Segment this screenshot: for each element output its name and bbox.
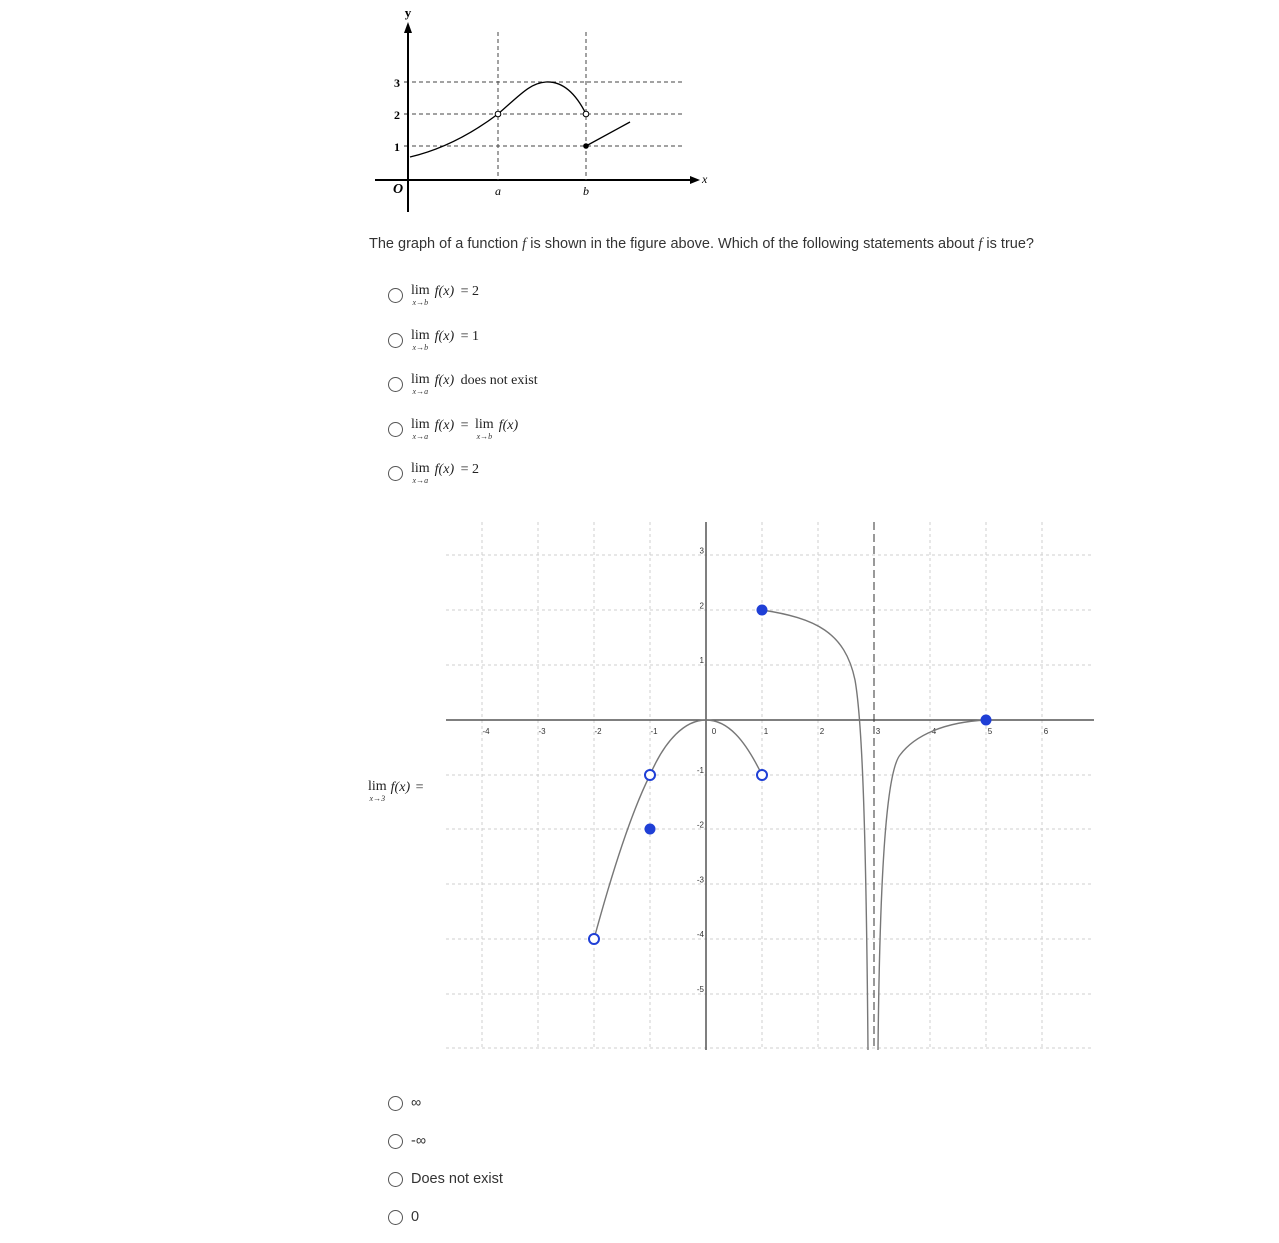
curve-segment-3 xyxy=(762,610,868,1050)
y-tick-label: -2 xyxy=(696,820,704,830)
closed-point xyxy=(981,715,992,726)
q2-option-dne[interactable] xyxy=(388,1167,503,1191)
y-tick-2: 2 xyxy=(394,108,400,122)
curve-right-segment xyxy=(586,122,630,146)
q2-option-label: -∞ xyxy=(411,1133,427,1149)
y-tick-label: -3 xyxy=(696,875,704,885)
x-tick-label: 0 xyxy=(711,727,717,736)
q1-option-2[interactable] xyxy=(388,328,479,352)
radio-button[interactable] xyxy=(388,1172,403,1187)
q1-option-5-label: lim x→a f(x) = 2 xyxy=(411,460,480,485)
x-tick-label: -2 xyxy=(594,727,602,736)
y-axis-label: y xyxy=(404,5,412,20)
q1-option-4-label: lim x→a f(x) = lim x→b f(x) xyxy=(411,416,519,441)
y-tick-3: 3 xyxy=(394,76,400,90)
question2-prompt: lim x→3 f(x) = xyxy=(368,779,424,803)
y-tick-label: -1 xyxy=(696,765,704,775)
y-tick-label: -5 xyxy=(696,985,704,994)
x-tick-label: 6 xyxy=(1043,727,1049,736)
y-tick-label: 3 xyxy=(699,546,704,556)
x-tick-label: 3 xyxy=(875,727,881,736)
q2-option-label: 0 xyxy=(411,1209,420,1225)
q2-option-zero[interactable] xyxy=(388,1205,419,1229)
q1-option-1[interactable] xyxy=(388,283,479,307)
radio-button[interactable] xyxy=(388,288,403,303)
y-tick-label: 1 xyxy=(699,656,704,666)
radio-button[interactable] xyxy=(388,333,403,348)
x-tick-label: 2 xyxy=(819,727,825,736)
closed-point-b xyxy=(583,143,589,149)
radio-button[interactable] xyxy=(388,1096,403,1111)
x-tick-a: a xyxy=(495,184,501,198)
curve-segment-4 xyxy=(875,720,986,1050)
open-point xyxy=(757,770,767,780)
q1-option-5[interactable] xyxy=(388,461,479,485)
curve-segment-1 xyxy=(594,775,650,939)
q1-option-3[interactable] xyxy=(388,372,538,396)
closed-point xyxy=(757,605,768,616)
x-axis-label: x xyxy=(702,172,708,186)
q2-option-infinity[interactable] xyxy=(388,1091,421,1115)
question1-prompt: The graph of a function f is shown in the figure above. Which of the following statements about f is true? xyxy=(369,236,1034,252)
q2-option-label: ∞ xyxy=(411,1095,422,1111)
radio-button[interactable] xyxy=(388,422,403,437)
q1-option-1-label: lim x→b f(x) = 2 xyxy=(411,282,480,307)
piecewise-graph-figure xyxy=(440,518,1100,1058)
q1-option-3-label: lim x→a f(x) does not exist xyxy=(411,371,538,396)
function-graph-figure xyxy=(360,0,720,222)
radio-button[interactable] xyxy=(388,377,403,392)
x-tick-label: 5 xyxy=(987,727,993,736)
radio-button[interactable] xyxy=(388,466,403,481)
closed-point xyxy=(645,824,656,835)
radio-button[interactable] xyxy=(388,1134,403,1149)
x-tick-label: 1 xyxy=(763,727,769,736)
radio-button[interactable] xyxy=(388,1210,403,1225)
x-tick-label: -4 xyxy=(482,727,490,736)
x-tick-b: b xyxy=(583,184,589,198)
figure1-axes xyxy=(375,22,700,212)
y-tick-label: 2 xyxy=(699,601,704,611)
origin-label: O xyxy=(392,182,404,197)
x-tick-label: -3 xyxy=(538,727,546,736)
q1-option-2-label: lim x→b f(x) = 1 xyxy=(411,327,480,352)
open-point-a xyxy=(495,111,501,117)
x-tick-label: 4 xyxy=(931,727,937,736)
open-point xyxy=(589,934,599,944)
q2-option-label: Does not exist xyxy=(411,1171,503,1187)
x-tick-label: -1 xyxy=(650,727,658,736)
y-tick-label: -4 xyxy=(696,930,704,940)
open-point-b xyxy=(583,111,589,117)
q1-option-4[interactable] xyxy=(388,417,518,441)
open-point xyxy=(645,770,655,780)
q2-option-neg-infinity[interactable] xyxy=(388,1129,426,1153)
y-tick-1: 1 xyxy=(394,140,400,154)
